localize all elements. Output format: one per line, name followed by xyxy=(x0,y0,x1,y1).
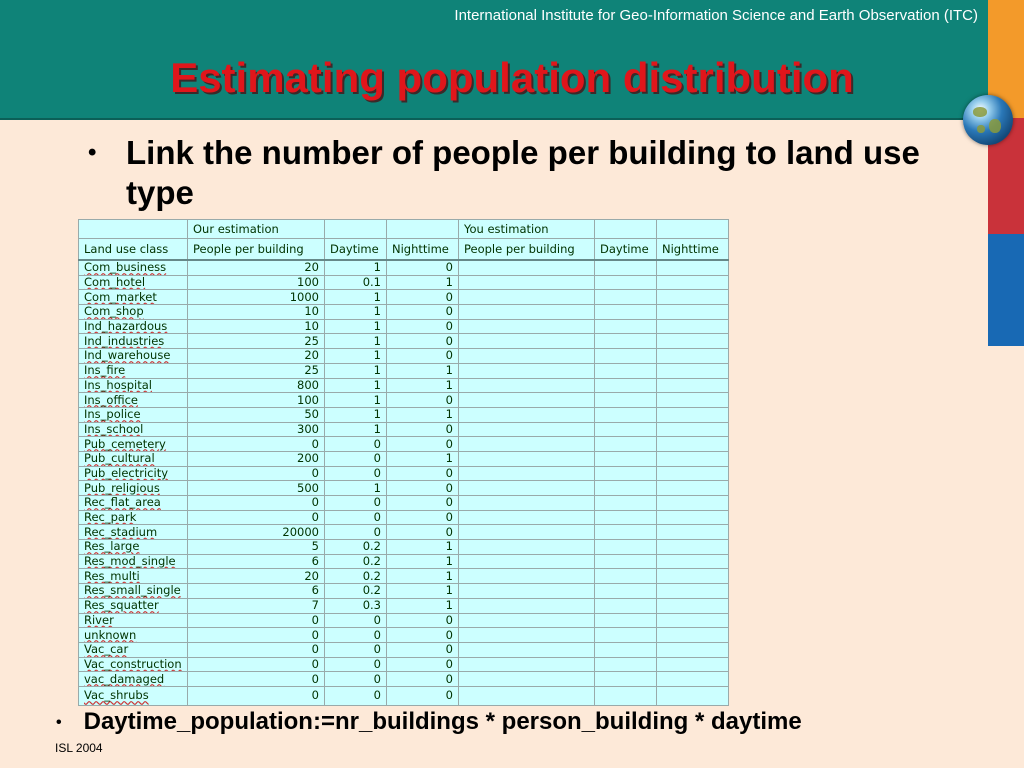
group-header-cell: Our estimation xyxy=(188,220,325,239)
bullet-dot: • xyxy=(56,714,62,731)
empty-estimate-cell xyxy=(595,657,657,672)
slide-title: Estimating population distribution xyxy=(170,54,854,101)
empty-estimate-cell xyxy=(657,275,729,290)
value-cell: 0 xyxy=(188,496,325,511)
bullet-link-people-land-use xyxy=(88,133,938,213)
value-cell: 1 xyxy=(387,598,459,613)
land-use-class-cell: Pub_cemetery xyxy=(79,437,188,452)
value-cell: 0 xyxy=(325,437,387,452)
value-cell: 0 xyxy=(387,672,459,687)
land-use-class-cell: Ind_hazardous xyxy=(79,319,188,334)
table-row xyxy=(79,437,729,452)
value-cell: 0 xyxy=(188,686,325,705)
value-cell: 0 xyxy=(188,613,325,628)
value-cell: 1 xyxy=(387,275,459,290)
empty-estimate-cell xyxy=(595,525,657,540)
table-row xyxy=(79,363,729,378)
land-use-class-cell: Com_business xyxy=(79,260,188,275)
value-cell: 20 xyxy=(188,349,325,364)
table-row xyxy=(79,290,729,305)
value-cell: 1 xyxy=(325,334,387,349)
value-cell: 0 xyxy=(387,510,459,525)
empty-estimate-cell xyxy=(657,554,729,569)
value-cell: 1 xyxy=(387,540,459,555)
column-header: People per building xyxy=(459,239,595,261)
empty-estimate-cell xyxy=(595,481,657,496)
empty-estimate-cell xyxy=(459,466,595,481)
value-cell: 1 xyxy=(325,260,387,275)
table-row xyxy=(79,319,729,334)
empty-estimate-cell xyxy=(459,422,595,437)
value-cell: 0 xyxy=(188,628,325,643)
empty-estimate-cell xyxy=(459,290,595,305)
table-row xyxy=(79,349,729,364)
empty-estimate-cell xyxy=(595,496,657,511)
value-cell: 0 xyxy=(387,628,459,643)
value-cell: 0 xyxy=(387,422,459,437)
value-cell: 0 xyxy=(325,642,387,657)
value-cell: 1 xyxy=(325,363,387,378)
value-cell: 1 xyxy=(325,481,387,496)
table-row xyxy=(79,422,729,437)
value-cell: 7 xyxy=(188,598,325,613)
value-cell: 1 xyxy=(387,451,459,466)
table-row xyxy=(79,466,729,481)
population-estimation-table xyxy=(78,219,729,706)
land-use-class-cell: Vac_shrubs xyxy=(79,686,188,705)
empty-estimate-cell xyxy=(657,305,729,320)
value-cell: 200 xyxy=(188,451,325,466)
empty-estimate-cell xyxy=(595,437,657,452)
empty-estimate-cell xyxy=(657,642,729,657)
value-cell: 0 xyxy=(188,466,325,481)
value-cell: 1 xyxy=(325,305,387,320)
table-row xyxy=(79,451,729,466)
empty-estimate-cell xyxy=(459,525,595,540)
land-use-class-cell: Rec_park xyxy=(79,510,188,525)
value-cell: 0 xyxy=(387,437,459,452)
value-cell: 0 xyxy=(387,305,459,320)
empty-estimate-cell xyxy=(595,422,657,437)
column-header-row xyxy=(79,239,729,261)
value-cell: 20 xyxy=(188,260,325,275)
table-row xyxy=(79,305,729,320)
table-row xyxy=(79,260,729,275)
empty-estimate-cell xyxy=(595,554,657,569)
value-cell: 1 xyxy=(325,378,387,393)
land-use-class-cell: Vac_construction xyxy=(79,657,188,672)
empty-estimate-cell xyxy=(459,510,595,525)
value-cell: 20 xyxy=(188,569,325,584)
value-cell: 1 xyxy=(387,554,459,569)
land-use-class-cell: Res_mod_single xyxy=(79,554,188,569)
empty-estimate-cell xyxy=(657,496,729,511)
table-row xyxy=(79,496,729,511)
value-cell: 50 xyxy=(188,407,325,422)
empty-estimate-cell xyxy=(595,451,657,466)
column-header: Nighttime xyxy=(657,239,729,261)
group-header-cell xyxy=(79,220,188,239)
value-cell: 1000 xyxy=(188,290,325,305)
land-use-class-cell: Ins_school xyxy=(79,422,188,437)
value-cell: 0.1 xyxy=(325,275,387,290)
value-cell: 100 xyxy=(188,275,325,290)
land-use-class-cell: River xyxy=(79,613,188,628)
empty-estimate-cell xyxy=(459,407,595,422)
value-cell: 0.2 xyxy=(325,584,387,599)
value-cell: 100 xyxy=(188,393,325,408)
table-row xyxy=(79,672,729,687)
empty-estimate-cell xyxy=(595,393,657,408)
bullet-dot: • xyxy=(88,139,97,166)
column-header: Daytime xyxy=(325,239,387,261)
value-cell: 0 xyxy=(325,613,387,628)
column-header: Land use class xyxy=(79,239,188,261)
land-use-class-cell: unknown xyxy=(79,628,188,643)
globe-icon xyxy=(963,95,1013,145)
value-cell: 0 xyxy=(387,334,459,349)
value-cell: 0.3 xyxy=(325,598,387,613)
empty-estimate-cell xyxy=(459,451,595,466)
column-header: Daytime xyxy=(595,239,657,261)
empty-estimate-cell xyxy=(657,525,729,540)
table-row xyxy=(79,613,729,628)
empty-estimate-cell xyxy=(595,510,657,525)
empty-estimate-cell xyxy=(459,378,595,393)
empty-estimate-cell xyxy=(459,540,595,555)
empty-estimate-cell xyxy=(459,260,595,275)
empty-estimate-cell xyxy=(595,628,657,643)
table-row xyxy=(79,642,729,657)
land-use-class-cell: Rec_flat_area xyxy=(79,496,188,511)
empty-estimate-cell xyxy=(459,349,595,364)
table-row xyxy=(79,657,729,672)
empty-estimate-cell xyxy=(657,437,729,452)
empty-estimate-cell xyxy=(657,422,729,437)
value-cell: 0 xyxy=(387,686,459,705)
value-cell: 0 xyxy=(188,437,325,452)
value-cell: 0 xyxy=(325,451,387,466)
empty-estimate-cell xyxy=(657,628,729,643)
empty-estimate-cell xyxy=(459,657,595,672)
value-cell: 0 xyxy=(188,510,325,525)
value-cell: 0 xyxy=(325,466,387,481)
empty-estimate-cell xyxy=(595,686,657,705)
empty-estimate-cell xyxy=(595,407,657,422)
land-use-class-cell: Ind_warehouse xyxy=(79,349,188,364)
empty-estimate-cell xyxy=(657,349,729,364)
land-use-class-cell: Com_hotel xyxy=(79,275,188,290)
table-row xyxy=(79,628,729,643)
value-cell: 0 xyxy=(325,510,387,525)
land-use-class-cell: vac_damaged xyxy=(79,672,188,687)
value-cell: 1 xyxy=(325,422,387,437)
value-cell: 500 xyxy=(188,481,325,496)
empty-estimate-cell xyxy=(595,260,657,275)
table-row xyxy=(79,334,729,349)
empty-estimate-cell xyxy=(459,319,595,334)
value-cell: 0 xyxy=(387,481,459,496)
value-cell: 0.2 xyxy=(325,569,387,584)
value-cell: 0 xyxy=(387,260,459,275)
land-use-class-cell: Res_multi xyxy=(79,569,188,584)
value-cell: 0 xyxy=(387,290,459,305)
empty-estimate-cell xyxy=(657,510,729,525)
empty-estimate-cell xyxy=(657,363,729,378)
value-cell: 0 xyxy=(387,525,459,540)
empty-estimate-cell xyxy=(657,686,729,705)
empty-estimate-cell xyxy=(459,584,595,599)
value-cell: 1 xyxy=(387,378,459,393)
empty-estimate-cell xyxy=(595,319,657,334)
value-cell: 25 xyxy=(188,334,325,349)
value-cell: 0 xyxy=(325,686,387,705)
empty-estimate-cell xyxy=(657,672,729,687)
empty-estimate-cell xyxy=(459,642,595,657)
value-cell: 0.2 xyxy=(325,540,387,555)
empty-estimate-cell xyxy=(657,481,729,496)
value-cell: 1 xyxy=(325,319,387,334)
empty-estimate-cell xyxy=(657,613,729,628)
bullet-daytime-formula xyxy=(56,708,802,736)
group-header-cell xyxy=(657,220,729,239)
table-row xyxy=(79,569,729,584)
value-cell: 6 xyxy=(188,584,325,599)
land-use-class-cell: Ins_police xyxy=(79,407,188,422)
empty-estimate-cell xyxy=(595,466,657,481)
empty-estimate-cell xyxy=(657,319,729,334)
value-cell: 0.2 xyxy=(325,554,387,569)
value-cell: 6 xyxy=(188,554,325,569)
blue-color-strip xyxy=(988,234,1024,346)
value-cell: 0 xyxy=(387,466,459,481)
empty-estimate-cell xyxy=(459,569,595,584)
empty-estimate-cell xyxy=(595,363,657,378)
value-cell: 0 xyxy=(387,642,459,657)
value-cell: 0 xyxy=(387,657,459,672)
empty-estimate-cell xyxy=(657,569,729,584)
empty-estimate-cell xyxy=(595,672,657,687)
group-header-cell: You estimation xyxy=(459,220,595,239)
value-cell: 0 xyxy=(387,349,459,364)
value-cell: 1 xyxy=(387,363,459,378)
value-cell: 0 xyxy=(325,657,387,672)
empty-estimate-cell xyxy=(657,407,729,422)
land-use-class-cell: Pub_cultural xyxy=(79,451,188,466)
table-row xyxy=(79,510,729,525)
table-row xyxy=(79,275,729,290)
value-cell: 1 xyxy=(325,349,387,364)
table-row xyxy=(79,598,729,613)
land-use-class-cell: Ind_industries xyxy=(79,334,188,349)
land-use-class-cell: Vac_car xyxy=(79,642,188,657)
group-header-cell xyxy=(595,220,657,239)
empty-estimate-cell xyxy=(459,363,595,378)
land-use-class-cell: Pub_electricity xyxy=(79,466,188,481)
value-cell: 0 xyxy=(387,393,459,408)
value-cell: 0 xyxy=(188,642,325,657)
value-cell: 800 xyxy=(188,378,325,393)
institute-name: International Institute for Geo-Information Science and Earth Observation (ITC) xyxy=(454,7,978,24)
land-use-class-cell: Com_market xyxy=(79,290,188,305)
empty-estimate-cell xyxy=(657,584,729,599)
group-header-cell xyxy=(387,220,459,239)
table-row xyxy=(79,407,729,422)
empty-estimate-cell xyxy=(595,334,657,349)
empty-estimate-cell xyxy=(595,613,657,628)
empty-estimate-cell xyxy=(459,598,595,613)
value-cell: 10 xyxy=(188,305,325,320)
land-use-class-cell: Ins_fire xyxy=(79,363,188,378)
land-use-class-cell: Ins_office xyxy=(79,393,188,408)
table-row xyxy=(79,378,729,393)
land-use-class-cell: Res_squatter xyxy=(79,598,188,613)
value-cell: 25 xyxy=(188,363,325,378)
value-cell: 1 xyxy=(387,569,459,584)
group-header-row xyxy=(79,220,729,239)
empty-estimate-cell xyxy=(657,393,729,408)
empty-estimate-cell xyxy=(595,290,657,305)
column-header: People per building xyxy=(188,239,325,261)
table-row xyxy=(79,686,729,705)
empty-estimate-cell xyxy=(595,378,657,393)
value-cell: 0 xyxy=(325,525,387,540)
empty-estimate-cell xyxy=(657,598,729,613)
table-row xyxy=(79,540,729,555)
empty-estimate-cell xyxy=(459,628,595,643)
empty-estimate-cell xyxy=(657,466,729,481)
empty-estimate-cell xyxy=(459,613,595,628)
table-row xyxy=(79,525,729,540)
value-cell: 5 xyxy=(188,540,325,555)
empty-estimate-cell xyxy=(595,642,657,657)
bullet-text: Link the number of people per building to land use type xyxy=(126,134,920,211)
empty-estimate-cell xyxy=(657,378,729,393)
empty-estimate-cell xyxy=(459,496,595,511)
value-cell: 0 xyxy=(188,672,325,687)
value-cell: 0 xyxy=(325,672,387,687)
land-use-class-cell: Res_small_single xyxy=(79,584,188,599)
empty-estimate-cell xyxy=(595,275,657,290)
empty-estimate-cell xyxy=(595,598,657,613)
empty-estimate-cell xyxy=(657,540,729,555)
empty-estimate-cell xyxy=(657,290,729,305)
land-use-class-cell: Ins_hospital xyxy=(79,378,188,393)
land-use-class-cell: Com_shop xyxy=(79,305,188,320)
value-cell: 0 xyxy=(387,613,459,628)
value-cell: 10 xyxy=(188,319,325,334)
empty-estimate-cell xyxy=(595,540,657,555)
empty-estimate-cell xyxy=(459,686,595,705)
value-cell: 300 xyxy=(188,422,325,437)
land-use-class-cell: Res_large xyxy=(79,540,188,555)
value-cell: 20000 xyxy=(188,525,325,540)
value-cell: 0 xyxy=(387,319,459,334)
column-header: Nighttime xyxy=(387,239,459,261)
empty-estimate-cell xyxy=(657,334,729,349)
value-cell: 1 xyxy=(325,393,387,408)
value-cell: 0 xyxy=(188,657,325,672)
table-row xyxy=(79,393,729,408)
empty-estimate-cell xyxy=(657,657,729,672)
value-cell: 0 xyxy=(387,496,459,511)
header-divider xyxy=(0,118,988,120)
empty-estimate-cell xyxy=(595,569,657,584)
footer-label: ISL 2004 xyxy=(55,741,103,755)
value-cell: 1 xyxy=(325,290,387,305)
empty-estimate-cell xyxy=(459,672,595,687)
value-cell: 1 xyxy=(387,407,459,422)
land-use-class-cell: Pub_religious xyxy=(79,481,188,496)
empty-estimate-cell xyxy=(595,584,657,599)
empty-estimate-cell xyxy=(595,305,657,320)
empty-estimate-cell xyxy=(459,554,595,569)
empty-estimate-cell xyxy=(459,437,595,452)
table-row xyxy=(79,554,729,569)
table-row xyxy=(79,481,729,496)
value-cell: 0 xyxy=(325,628,387,643)
empty-estimate-cell xyxy=(459,305,595,320)
empty-estimate-cell xyxy=(459,481,595,496)
empty-estimate-cell xyxy=(657,451,729,466)
empty-estimate-cell xyxy=(459,334,595,349)
land-use-class-cell: Rec_stadium xyxy=(79,525,188,540)
empty-estimate-cell xyxy=(657,260,729,275)
group-header-cell xyxy=(325,220,387,239)
empty-estimate-cell xyxy=(595,349,657,364)
formula-text: Daytime_population:=nr_buildings * person_building * daytime xyxy=(83,708,802,735)
value-cell: 1 xyxy=(325,407,387,422)
table-row xyxy=(79,584,729,599)
value-cell: 1 xyxy=(387,584,459,599)
empty-estimate-cell xyxy=(459,275,595,290)
value-cell: 0 xyxy=(325,496,387,511)
empty-estimate-cell xyxy=(459,393,595,408)
